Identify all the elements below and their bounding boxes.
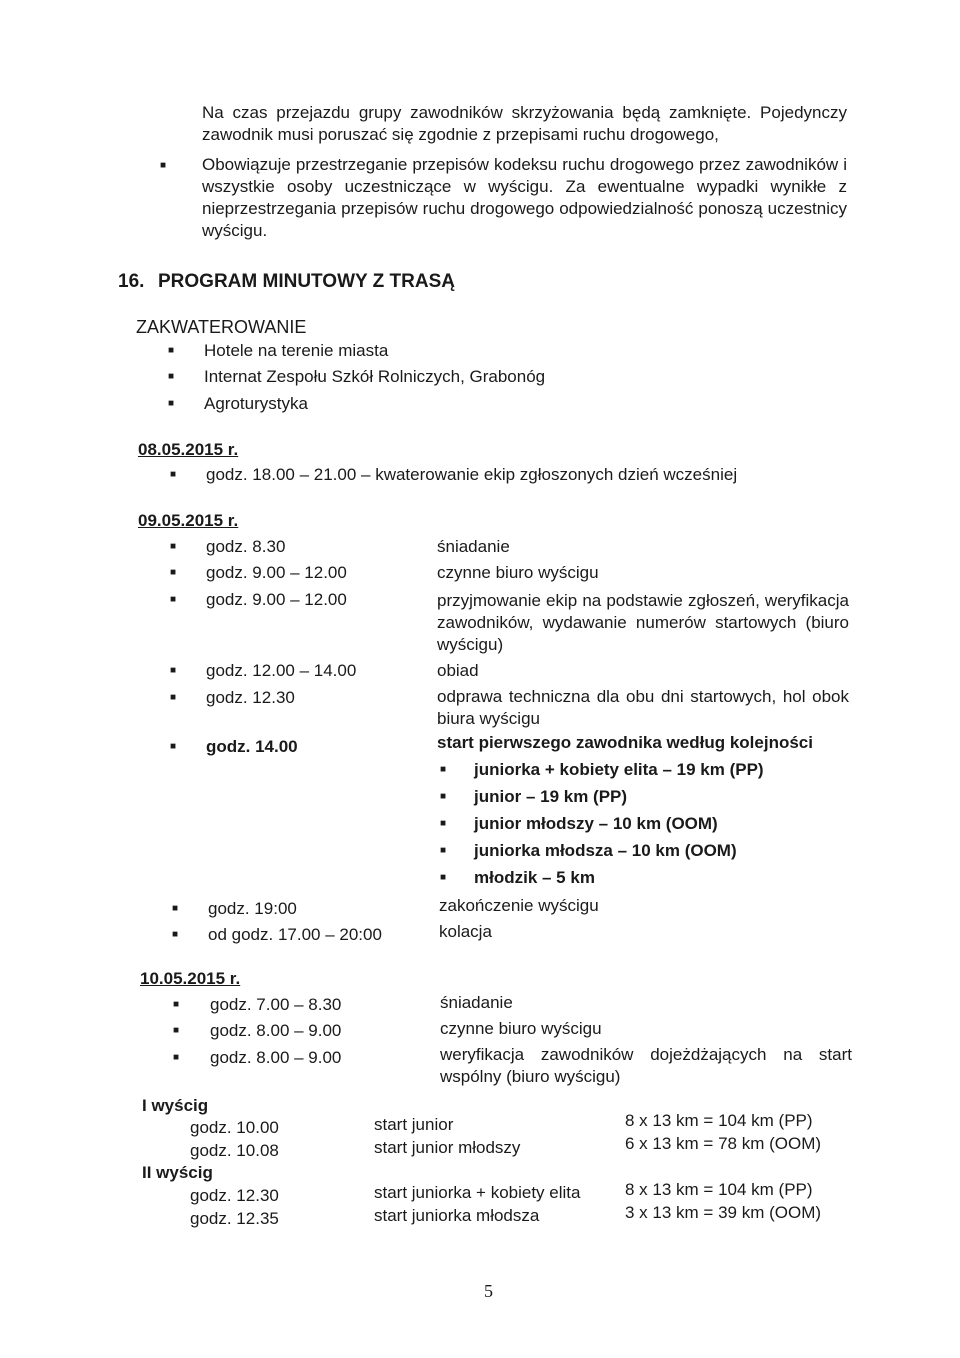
race-time: godz. 10.08 — [190, 1141, 279, 1160]
section-title: PROGRAM MINUTOWY Z TRASĄ — [158, 271, 455, 292]
day3-date: 10.05.2015 r. — [140, 969, 241, 988]
schedule-desc: przyjmowanie ekip na podstawie zgłoszeń, weryfikacja zawodników, wydawanie numerów startowych (biuro wyścigu) — [437, 591, 849, 654]
accommodation-item: Agroturystyka — [204, 394, 308, 413]
race-time: godz. 10.00 — [190, 1118, 279, 1137]
day2-date: 09.05.2015 r. — [138, 511, 239, 530]
schedule-time: godz. 7.00 – 8.30 — [210, 995, 342, 1014]
category-item: juniorka młodsza – 10 km (OOM) — [474, 841, 737, 860]
bullet-icon: ■ — [173, 1025, 180, 1036]
schedule-desc: kolacja — [439, 922, 492, 941]
schedule-desc: obiad — [437, 661, 479, 680]
intro-paragraph-2: Obowiązuje przestrzeganie przepisów kodeksu ruchu drogowego przez zawodników i wszystkie osoby uczestniczące w wyścigu. Za ewentualne wypadki wynikłe z nieprzestrzegania przepisów ruchu drogowego odpowiedzialność ponoszą uczestnicy wyścigu. — [202, 155, 847, 240]
schedule-time: godz. 19:00 — [208, 899, 297, 918]
race-event: start juniorka + kobiety elita — [374, 1183, 581, 1202]
category-item: junior – 19 km (PP) — [474, 787, 628, 806]
accommodation-item: Internat Zespołu Szkół Rolniczych, Grabonóg — [204, 367, 546, 386]
race-distance: 6 x 13 km = 78 km (OOM) — [625, 1134, 822, 1153]
section-number: 16. — [118, 271, 145, 292]
category-item: junior młodszy – 10 km (OOM) — [474, 814, 718, 833]
race-event: start junior młodszy — [374, 1138, 521, 1157]
race-distance: 8 x 13 km = 104 km (PP) — [625, 1111, 813, 1130]
day1-date: 08.05.2015 r. — [138, 440, 239, 459]
schedule-desc: start pierwszego zawodnika według kolejności — [437, 733, 813, 752]
bullet-icon: ■ — [170, 541, 177, 552]
intro-paragraph-1: Na czas przejazdu grupy zawodników skrzyżowania będą zamknięte. Pojedynczy zawodnik musi poruszać się zgodnie z przepisami ruchu drogowego, — [202, 103, 847, 144]
accommodation-heading: ZAKWATEROWANIE — [136, 317, 307, 337]
race-event: start juniorka młodsza — [374, 1206, 540, 1225]
bullet-icon: ■ — [173, 999, 180, 1010]
bullet-icon: ■ — [440, 818, 447, 829]
bullet-icon: ■ — [170, 567, 177, 578]
schedule-desc: śniadanie — [440, 993, 513, 1012]
schedule-desc: odprawa techniczna dla obu dni startowych, hol obok biura wyścigu — [437, 687, 849, 728]
schedule-time: godz. 8.30 — [206, 537, 286, 556]
bullet-icon: ■ — [168, 371, 175, 382]
schedule-desc: czynne biuro wyścigu — [437, 563, 599, 582]
category-item: młodzik – 5 km — [474, 868, 595, 887]
race-event: start junior — [374, 1115, 454, 1134]
page-number: 5 — [484, 1281, 493, 1301]
accommodation-item: Hotele na terenie miasta — [204, 341, 389, 360]
race-title: I wyścig — [142, 1096, 209, 1115]
bullet-icon: ■ — [440, 764, 447, 775]
bullet-icon: ■ — [440, 872, 447, 883]
bullet-icon: ■ — [168, 345, 175, 356]
race-time: godz. 12.35 — [190, 1209, 279, 1228]
schedule-time: godz. 8.00 – 9.00 — [210, 1048, 342, 1067]
schedule-desc: czynne biuro wyścigu — [440, 1019, 602, 1038]
schedule-time: godz. 12.30 — [206, 688, 295, 707]
race-distance: 3 x 13 km = 39 km (OOM) — [625, 1203, 822, 1222]
schedule-desc: weryfikacja zawodników dojeżdżających na start wspólny (biuro wyścigu) — [440, 1045, 852, 1086]
bullet-icon: ■ — [170, 665, 177, 676]
schedule-time: godz. 9.00 – 12.00 — [206, 590, 347, 609]
bullet-icon: ■ — [440, 791, 447, 802]
bullet-icon: ■ — [170, 741, 177, 752]
bullet-icon: ■ — [160, 160, 167, 171]
schedule-desc: śniadanie — [437, 537, 510, 556]
schedule-time: godz. 14.00 — [206, 737, 298, 756]
bullet-icon: ■ — [170, 692, 177, 703]
race-title: II wyścig — [142, 1163, 213, 1182]
schedule-time: od godz. 17.00 – 20:00 — [208, 925, 382, 944]
schedule-time: godz. 8.00 – 9.00 — [210, 1021, 342, 1040]
schedule-desc: zakończenie wyścigu — [439, 896, 599, 915]
bullet-icon: ■ — [170, 594, 177, 605]
schedule-time: godz. 9.00 – 12.00 — [206, 563, 347, 582]
race-distance: 8 x 13 km = 104 km (PP) — [625, 1180, 813, 1199]
schedule-time: godz. 12.00 – 14.00 — [206, 661, 357, 680]
bullet-icon: ■ — [173, 1052, 180, 1063]
bullet-icon: ■ — [440, 845, 447, 856]
category-item: juniorka + kobiety elita – 19 km (PP) — [474, 760, 764, 779]
day1-item: godz. 18.00 – 21.00 – kwaterowanie ekip zgłoszonych dzień wcześniej — [206, 465, 738, 484]
bullet-icon: ■ — [172, 903, 179, 914]
bullet-icon: ■ — [168, 398, 175, 409]
bullet-icon: ■ — [170, 469, 177, 480]
race-time: godz. 12.30 — [190, 1186, 279, 1205]
bullet-icon: ■ — [172, 929, 179, 940]
